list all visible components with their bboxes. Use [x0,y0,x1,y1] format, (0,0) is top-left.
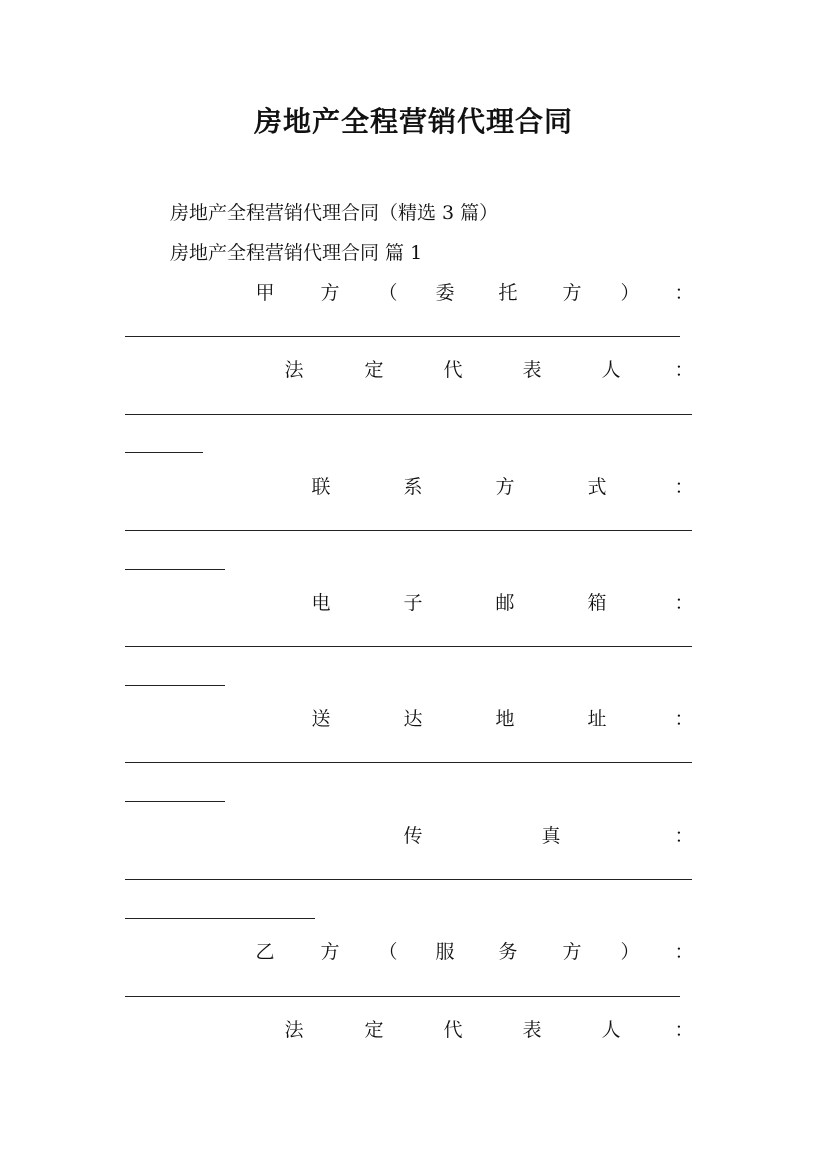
label-char: 式 [587,476,607,498]
fill-line [125,996,680,997]
label-char: 托 [498,282,518,304]
label-char: 人 [601,1019,621,1041]
label-char: 址 [587,708,607,730]
label-char: 法 [284,359,304,381]
label-char: （ [378,941,398,963]
label-char: 务 [498,941,518,963]
label-char: 人 [601,359,621,381]
fill-line [125,762,692,763]
label-char: 法 [284,1019,304,1041]
label-char: ： [674,592,694,614]
label-char: 方 [562,941,582,963]
label-char: ： [674,1019,694,1041]
label-char: ： [674,825,694,847]
label-char: 真 [541,825,561,847]
label-char: 箱 [587,592,607,614]
fill-line [125,414,692,415]
label-char: 地 [495,708,515,730]
label-char: 代 [443,1019,463,1041]
fill-line [125,336,680,337]
label-char: ： [674,941,694,963]
label-char: 方 [320,941,340,963]
label-char: 系 [403,476,423,498]
label-char: 达 [403,708,423,730]
label-char: 邮 [495,592,515,614]
label-char: 方 [562,282,582,304]
label-char: 电 [311,592,331,614]
label-char: 方 [495,476,515,498]
label-char: 甲 [255,282,275,304]
label-char: 乙 [255,941,275,963]
label-char: ： [674,359,694,381]
label-char: （ [378,282,398,304]
label-char: 表 [522,1019,542,1041]
fill-line [125,879,692,880]
label-char: 送 [311,708,331,730]
fill-line [125,685,225,686]
label-char: 表 [522,359,542,381]
label-char: 联 [311,476,331,498]
intro-line-1: 房地产全程营销代理合同（精选 3 篇） [170,202,499,224]
fill-line [125,452,203,453]
label-char: 传 [403,825,423,847]
label-char: ： [674,708,694,730]
label-char: 定 [364,1019,384,1041]
label-char: ） [620,282,640,304]
label-char: 服 [435,941,455,963]
label-char: ） [620,941,640,963]
fill-line [125,530,692,531]
fill-line [125,646,692,647]
fill-line [125,918,315,919]
label-char: 代 [443,359,463,381]
label-char: 方 [320,282,340,304]
fill-line [125,569,225,570]
document-title: 房地产全程营销代理合同 [253,105,573,138]
label-char: 定 [364,359,384,381]
intro-line-2: 房地产全程营销代理合同 篇 1 [170,242,423,264]
fill-line [125,801,225,802]
label-char: 委 [435,282,455,304]
label-char: ： [674,476,694,498]
label-char: 子 [403,592,423,614]
label-char: ： [674,282,694,304]
